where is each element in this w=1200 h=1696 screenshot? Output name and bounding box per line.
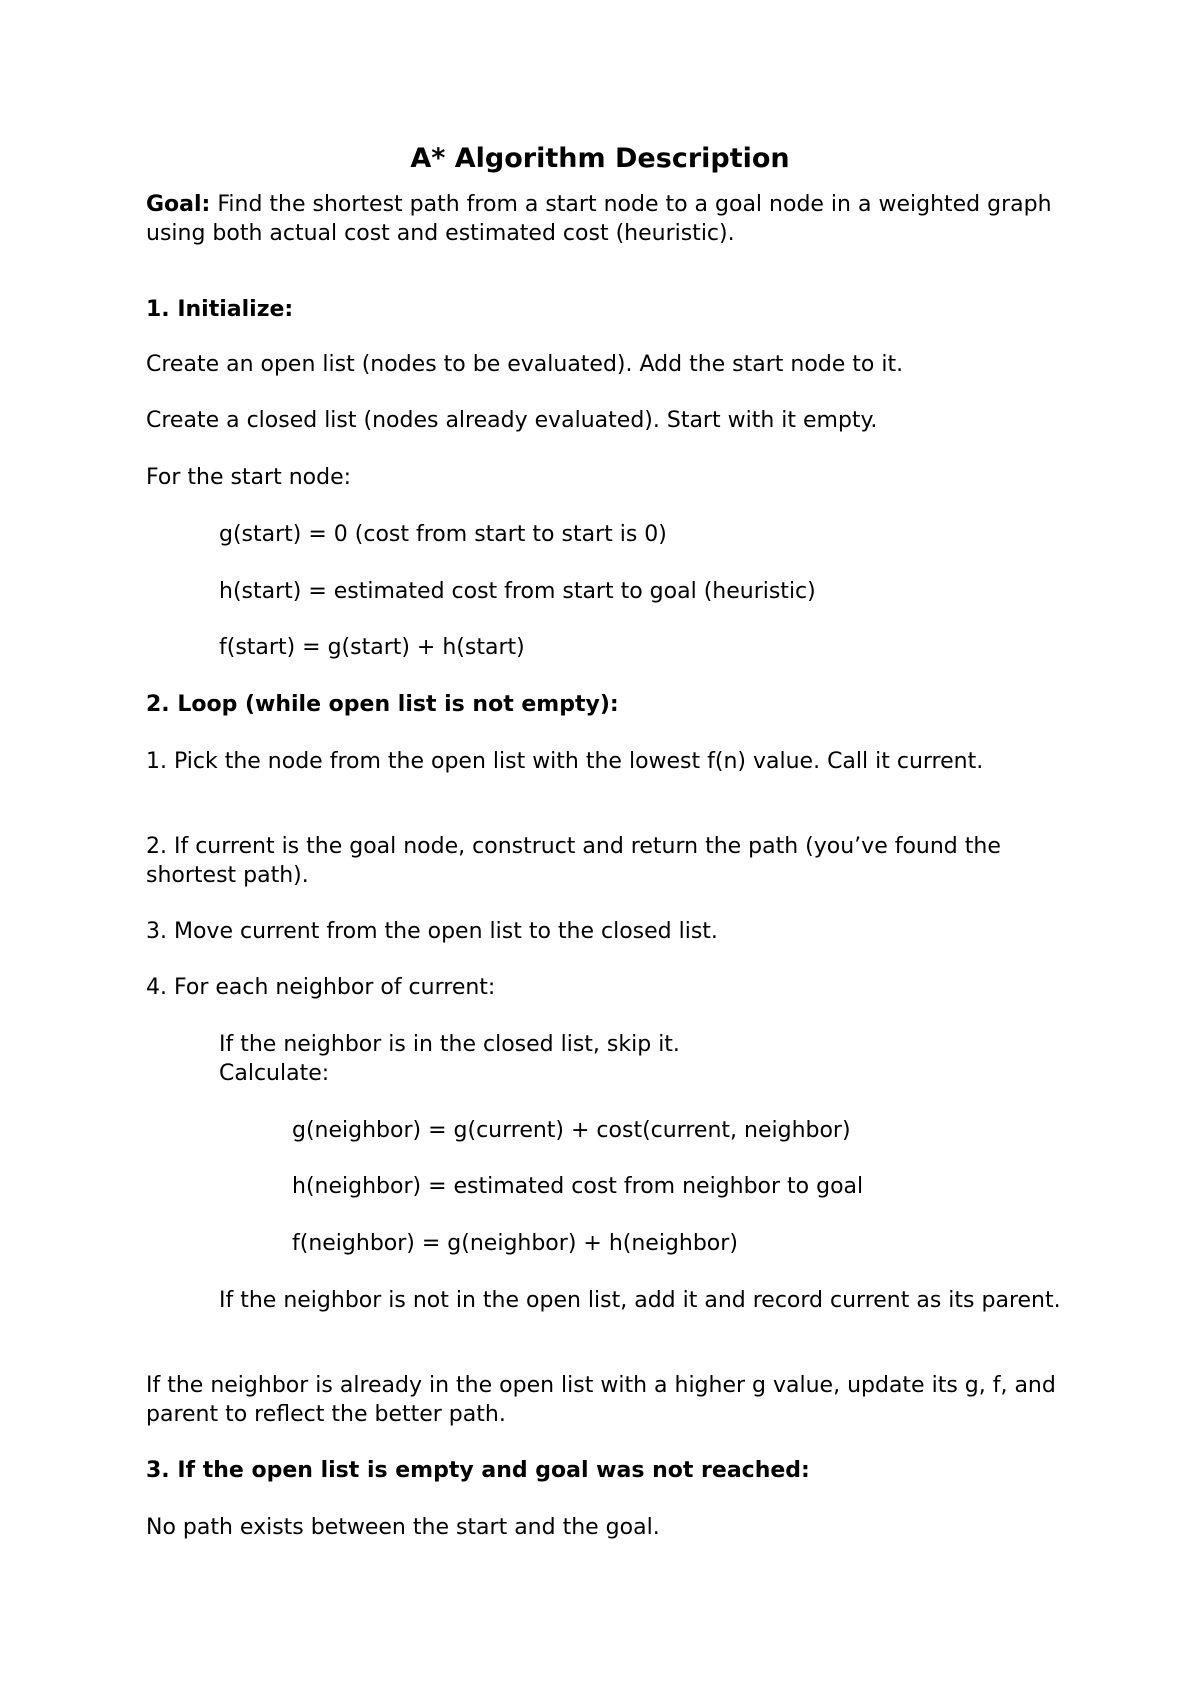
step1-heading: 1. Initialize: bbox=[146, 297, 294, 322]
page-title: A* Algorithm Description bbox=[410, 143, 790, 174]
loop-step-4: 4. For each neighbor of current: bbox=[146, 975, 496, 1000]
already-in-open-text: If the neighbor is already in the open list with a higher g value, update its g, f, and parent to reflect the better path. bbox=[146, 1373, 1056, 1427]
open-list-text: Create an open list (nodes to be evaluated). Add the start node to it. bbox=[146, 352, 904, 377]
loop-step-1: 1. Pick the node from the open list with the lowest f(n) value. Call it current. bbox=[146, 749, 984, 774]
goal-text: Find the shortest path from a start node to a goal node in a weighted graph using both actual cost and estimated cost (heuristic). bbox=[146, 192, 1052, 246]
skip-closed-text: If the neighbor is in the closed list, skip it. bbox=[219, 1032, 680, 1057]
step2-heading: 2. Loop (while open list is not empty): bbox=[146, 692, 619, 717]
g-neighbor-formula: g(neighbor) = g(current) + cost(current, neighbor) bbox=[292, 1118, 851, 1143]
g-start-formula: g(start) = 0 (cost from start to start is 0) bbox=[219, 522, 667, 547]
not-in-open-text: If the neighbor is not in the open list, add it and record current as its parent. bbox=[219, 1288, 1061, 1313]
calculate-label: Calculate: bbox=[219, 1061, 330, 1086]
goal-label: Goal: bbox=[146, 192, 211, 217]
closed-list-text: Create a closed list (nodes already evaluated). Start with it empty. bbox=[146, 408, 878, 433]
f-start-formula: f(start) = g(start) + h(start) bbox=[219, 635, 525, 660]
h-start-formula: h(start) = estimated cost from start to goal (heuristic) bbox=[219, 579, 816, 604]
start-node-text: For the start node: bbox=[146, 465, 352, 490]
h-neighbor-formula: h(neighbor) = estimated cost from neighbor to goal bbox=[292, 1174, 864, 1199]
step3-heading: 3. If the open list is empty and goal was not reached: bbox=[146, 1458, 810, 1483]
f-neighbor-formula: f(neighbor) = g(neighbor) + h(neighbor) bbox=[292, 1231, 738, 1256]
loop-step-2: 2. If current is the goal node, construct and return the path (you’ve found the shortest path). bbox=[146, 834, 1001, 888]
goal-paragraph bbox=[146, 190, 1076, 248]
no-path-text: No path exists between the start and the goal. bbox=[146, 1515, 660, 1540]
loop-step-3: 3. Move current from the open list to the closed list. bbox=[146, 919, 718, 944]
